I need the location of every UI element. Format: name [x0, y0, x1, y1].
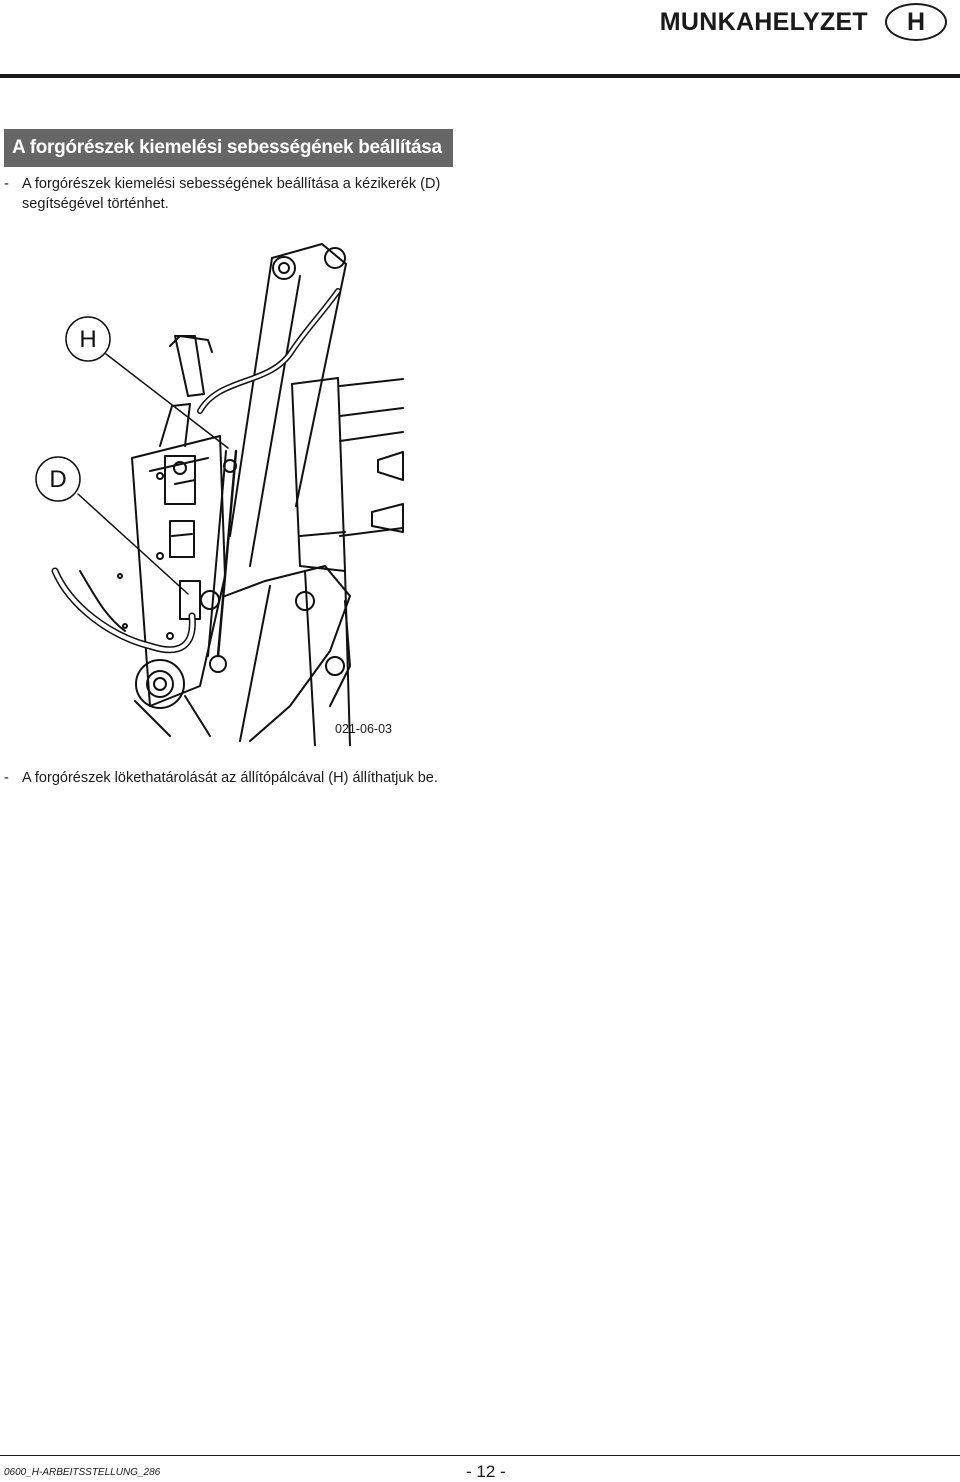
bullet-dash: -: [4, 770, 9, 786]
paragraph-text: A forgórészek kiemelési sebességének beállítása a kézikerék (D) segítségével történhet.: [22, 176, 441, 212]
paragraph-adjusting-rod: [4, 768, 454, 788]
paragraph-handwheel: [4, 174, 454, 214]
figure-code: 021-06-03: [335, 722, 392, 736]
header-badge: H: [885, 3, 947, 41]
header-title: MUNKAHELYZET: [659, 8, 868, 36]
section-heading: A forgórészek kiemelési sebességének beállítása: [4, 129, 453, 167]
callout-label-h: H: [79, 326, 97, 353]
paragraph-text: A forgórészek lökethatárolását az állítópálcával (H) állíthatjuk be.: [22, 770, 438, 786]
header-divider: [0, 74, 960, 78]
technical-illustration: [0, 236, 460, 746]
page-number: - 12 -: [466, 1462, 506, 1481]
footer-doc-code: 0600_H-ARBEITSSTELLUNG_286: [4, 1467, 161, 1478]
callout-label-d: D: [49, 466, 67, 493]
footer-divider: [0, 1455, 960, 1456]
bullet-dash: -: [4, 176, 9, 192]
